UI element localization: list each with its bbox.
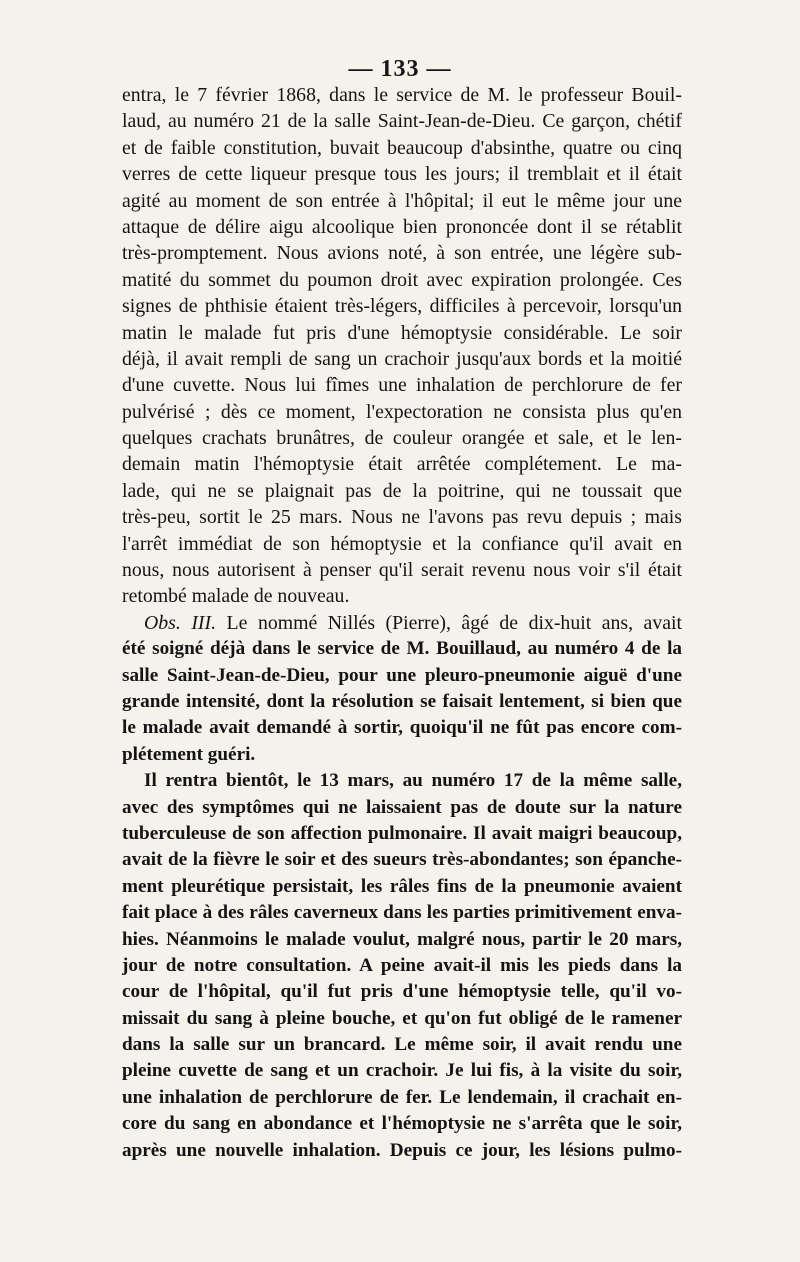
text-line: dans la salle sur un brancard. Le même soir, il avait rendu une <box>122 1034 682 1056</box>
page-body <box>122 82 682 1164</box>
text-line: fait place à des râles caverneux dans les parties primitivement enva- <box>122 902 682 924</box>
text-line-fragment: Le nommé Nillés (Pierre), âgé de dix-huit ans, avait <box>216 611 682 634</box>
text-line: lade, qui ne se plaignait pas de la poitrine, qui ne toussait que <box>122 479 682 502</box>
text-line: grande intensité, dont la résolution se faisait lentement, si bien que <box>122 690 682 712</box>
text-line: avec des symptômes qui ne laissaient pas de doute sur la nature <box>122 796 682 818</box>
text-line: core du sang en abondance et l'hémoptysie ne s'arrêta que le soir, <box>122 1113 682 1135</box>
obs-heading-line <box>122 610 682 636</box>
text-line: tuberculeuse de son affection pulmonaire. Il avait maigri beaucoup, <box>122 822 682 844</box>
text-line: attaque de délire aigu alcoolique bien prononcée dont il se rétablit <box>122 215 682 238</box>
text-line: jour de notre consultation. A peine avait-il mis les pieds dans la <box>122 954 682 976</box>
text-line: Il rentra bientôt, le 13 mars, au numéro 17 de la même salle, <box>144 770 682 792</box>
text-line: d'une cuvette. Nous lui fîmes une inhalation de perchlorure de fer <box>122 374 682 397</box>
text-line: hies. Néanmoins le malade voulut, malgré nous, partir le 20 mars, <box>122 928 682 950</box>
text-line: salle Saint-Jean-de-Dieu, pour une pleuro-pneumonie aiguë d'une <box>122 664 682 686</box>
text-line: et de faible constitution, buvait beaucoup d'absinthe, quatre ou cinq <box>122 136 682 159</box>
text-line: verres de cette liqueur presque tous les jours; il tremblait et il était <box>122 163 682 186</box>
text-line: nous, nous autorisent à penser qu'il serait revenu nous voir s'il était <box>122 559 682 582</box>
text-line: signes de phthisie étaient très-légers, difficiles à percevoir, lorsqu'un <box>122 295 682 318</box>
text-line: demain matin l'hémoptysie était arrêtée complétement. Le ma- <box>122 453 682 476</box>
text-line: déjà, il avait rempli de sang un crachoir jusqu'aux bords et la moitié <box>122 347 682 370</box>
text-line: agité au moment de son entrée à l'hôpital; il eut le même jour une <box>122 189 682 212</box>
text-line: pulvérisé ; dès ce moment, l'expectoration ne consista plus qu'en <box>122 400 682 423</box>
paragraph-3 <box>122 768 682 1164</box>
text-line: très-peu, sortit le 25 mars. Nous ne l'avons pas revu depuis ; mais <box>122 506 682 529</box>
paragraph-2 <box>122 636 682 768</box>
text-line: été soigné déjà dans le service de M. Bouillaud, au numéro 4 de la <box>122 638 682 660</box>
text-line: très-promptement. Nous avions noté, à son entrée, une légère sub- <box>122 242 682 265</box>
text-line: retombé malade de nouveau. <box>122 585 350 608</box>
text-line: missait du sang à pleine bouche, et qu'on fut obligé de le ramener <box>122 1007 682 1029</box>
text-line: matin le malade fut pris d'une hémoptysie considérable. Le soir <box>122 321 682 344</box>
paragraph-1 <box>122 82 682 636</box>
text-line: pleine cuvette de sang et un crachoir. Je lui fis, à la visite du soir, <box>122 1060 682 1082</box>
text-line: une inhalation de perchlorure de fer. Le lendemain, il crachait en- <box>122 1086 682 1108</box>
text-line: le malade avait demandé à sortir, quoiqu'il ne fût pas encore com- <box>122 717 682 739</box>
text-line: plétement guéri. <box>122 743 256 765</box>
text-line: l'arrêt immédiat de son hémoptysie et la confiance qu'il avait en <box>122 532 682 555</box>
text-line: ment pleurétique persistait, les râles fins de la pneumonie avaient <box>122 875 682 897</box>
text-line: entra, le 7 février 1868, dans le service de M. le professeur Bouil- <box>122 84 682 106</box>
text-line: cour de l'hôpital, qu'il fut pris d'une hémoptysie telle, qu'il vo- <box>122 981 682 1003</box>
observation-label: Obs. III. <box>144 611 217 634</box>
text-line: avait de la fièvre le soir et des sueurs très-abondantes; son épanche- <box>122 849 682 871</box>
text-line: matité du sommet du poumon droit avec expiration prolongée. Ces <box>122 268 682 291</box>
text-line: quelques crachats brunâtres, de couleur orangée et sale, et le len- <box>122 427 682 450</box>
text-line: après une nouvelle inhalation. Depuis ce jour, les lésions pulmo- <box>122 1139 682 1161</box>
text-line: laud, au numéro 21 de la salle Saint-Jean-de-Dieu. Ce garçon, chétif <box>122 110 682 133</box>
page-number: — 133 — <box>348 56 452 82</box>
